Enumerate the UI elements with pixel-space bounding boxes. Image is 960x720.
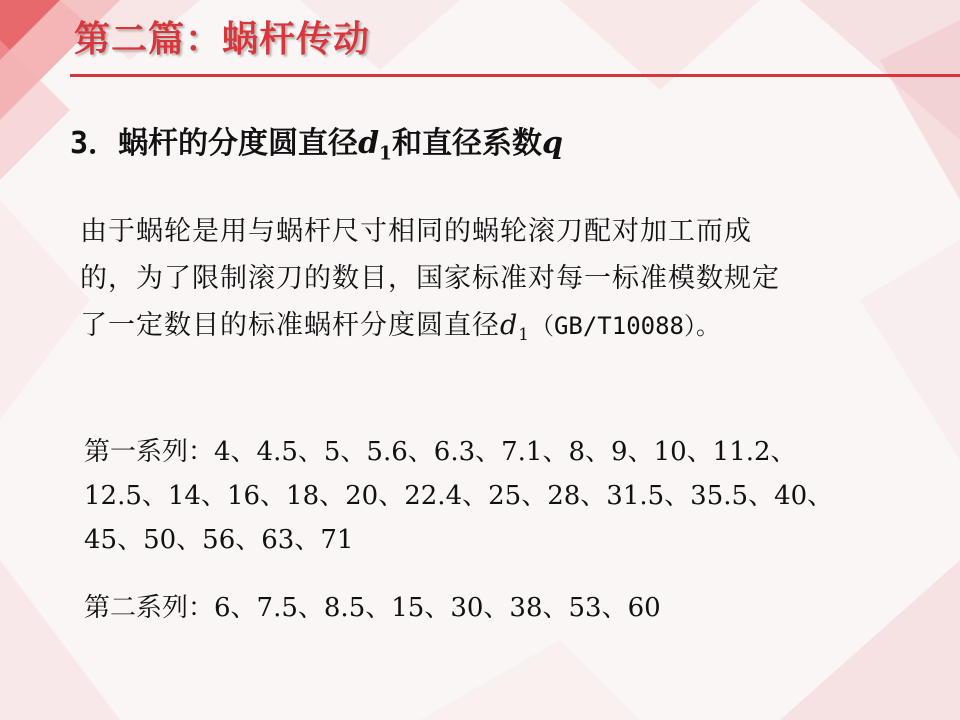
math-var-d1	[358, 126, 392, 165]
paragraph-line-1: 由于蜗轮是用与蜗杆尺寸相同的蜗轮滚刀配对加工而成	[80, 216, 752, 247]
paragraph-line-2: 的，为了限制滚刀的数目，国家标准对每一标准模数规定	[80, 263, 780, 294]
heading-text-a: 蜗杆的分度圆直径	[118, 126, 359, 161]
math-var-d1-inline	[500, 310, 530, 344]
body-paragraph	[80, 208, 900, 358]
title-underline	[70, 74, 960, 77]
series-one-line-2: 12.5、14、16、18、20、22.4、25、28、31.5、35.5、40、	[84, 481, 834, 511]
slide-title: 第二篇：蜗杆传动	[74, 19, 371, 60]
series-one-line-1: 第一系列：4、4.5、5、5.6、6.3、7.1、8、9、10、11.2、	[84, 437, 797, 467]
inline-var-d-subscript: 1	[518, 323, 530, 344]
heading-text-b: 和直径系数	[392, 126, 542, 161]
series-one-line-3: 45、50、56、63、71	[84, 525, 354, 555]
series-two-list	[84, 586, 661, 630]
var-d-subscript: 1	[379, 143, 392, 165]
series-one-list	[84, 430, 833, 562]
var-d: d	[358, 126, 380, 161]
paragraph-line-3	[80, 302, 900, 358]
heading-number: 3．	[70, 126, 119, 161]
standard-reference: （GB/T10088）。	[529, 312, 720, 340]
paragraph-line-3-text: 了一定数目的标准蜗杆分度圆直径	[80, 310, 500, 341]
math-var-q: q	[542, 126, 563, 161]
inline-var-d: d	[500, 310, 519, 341]
section-heading	[70, 122, 563, 177]
series-two-line-1: 第二系列：6、7.5、8.5、15、30、38、53、60	[84, 593, 661, 623]
